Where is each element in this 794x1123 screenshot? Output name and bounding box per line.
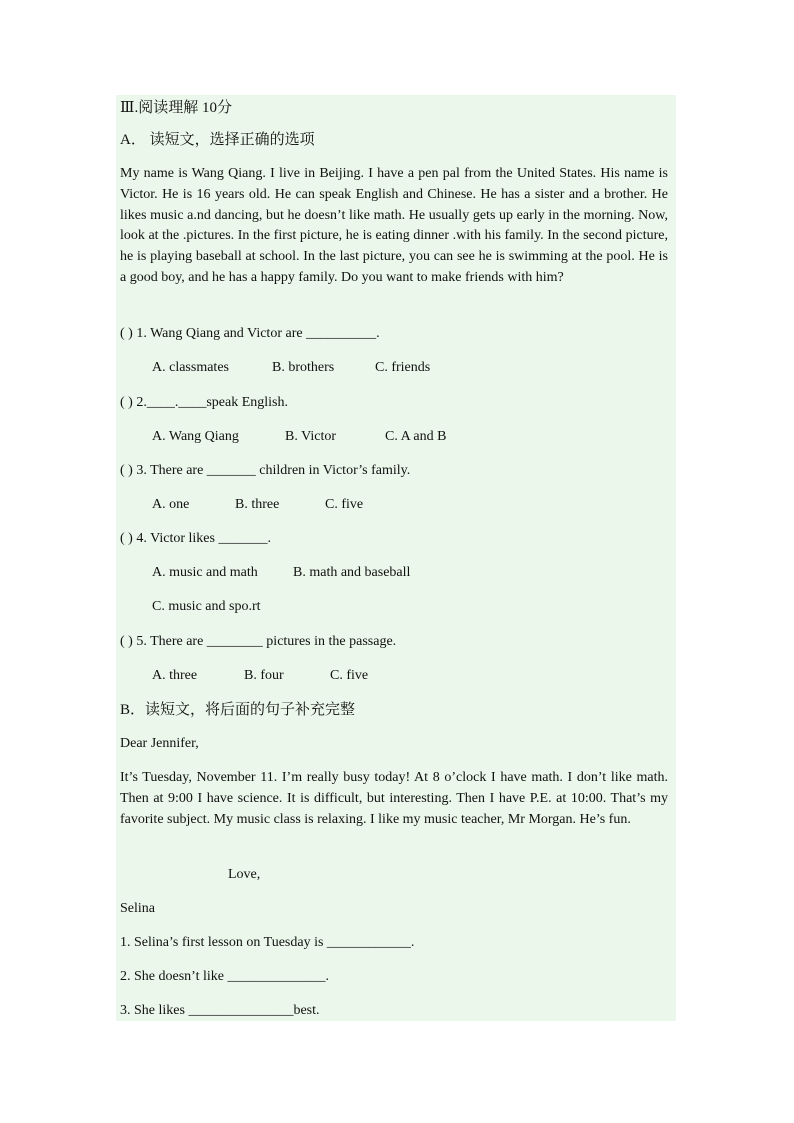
- letter-greeting: Dear Jennifer,: [120, 736, 199, 751]
- question-4-option-b[interactable]: B. math and baseball: [293, 565, 411, 580]
- question-5-option-c[interactable]: C. five: [330, 668, 369, 683]
- question-4-stem: ( ) 4. Victor likes _______.: [120, 531, 271, 546]
- letter-closing: Love,: [228, 867, 261, 882]
- question-3-option-a[interactable]: A. one: [152, 497, 190, 512]
- completion-sentence-1: 1. Selina’s first lesson on Tuesday is ____________.: [120, 935, 415, 950]
- question-1-option-c[interactable]: C. friends: [375, 360, 431, 375]
- completion-sentence-2: 2. She doesn’t like ______________.: [120, 969, 329, 984]
- question-3-option-b[interactable]: B. three: [235, 497, 280, 512]
- question-5-option-a[interactable]: A. three: [152, 668, 198, 683]
- question-5-option-b[interactable]: B. four: [244, 668, 284, 683]
- question-2-stem: ( ) 2.____.____speak English.: [120, 395, 288, 410]
- question-1-option-a[interactable]: A. classmates: [152, 360, 229, 375]
- section-title: Ⅲ.阅读理解 10分: [120, 100, 232, 116]
- question-5-stem: ( ) 5. There are ________ pictures in the passage.: [120, 634, 397, 649]
- letter-signature: Selina: [120, 901, 155, 916]
- question-4-option-a[interactable]: A. music and math: [152, 565, 258, 580]
- part-b-heading: B．读短文，将后面的句子补充完整: [120, 702, 356, 718]
- part-a-passage: My name is Wang Qiang. I live in Beijing. I have a pen pal from the United States. His name is Victor. He is 16 years old. He can speak English and Chinese. He has a sister and a brother. He likes music a.nd dancing, but he doesn’t like math. He usually gets up early in the morning. Now, look at the .pictures. In the first picture, he is eating dinner .with his family. In the second picture, he is playing baseball at school. In the last picture, you can see he is swimming at the pool. He is a good boy, and he has a happy family. Do you want to make friends with him?: [120, 166, 668, 285]
- question-2-option-b[interactable]: B. Victor: [285, 429, 337, 444]
- question-2-option-c[interactable]: C. A and B: [385, 429, 447, 444]
- question-1-option-b[interactable]: B. brothers: [272, 360, 335, 375]
- question-3-stem: ( ) 3. There are _______ children in Victor’s family.: [120, 463, 411, 478]
- letter-body: It’s Tuesday, November 11. I’m really busy today! At 8 o’clock I have math. I don’t like math. Then at 9:00 I have science. It is difficult, but interesting. Then I have P.E. at 10:00. That’s my favorite subject. My music class is relaxing. I like my music teacher, Mr Morgan. He’s fun.: [120, 770, 668, 827]
- completion-sentence-3: 3. She likes _______________best.: [120, 1003, 320, 1018]
- question-2-option-a[interactable]: A. Wang Qiang: [152, 429, 239, 444]
- question-4-option-c[interactable]: C. music and spo.rt: [152, 599, 261, 614]
- question-3-option-c[interactable]: C. five: [325, 497, 364, 512]
- part-a-heading: A． 读短文，选择正确的选项: [120, 132, 315, 148]
- question-1-stem: ( ) 1. Wang Qiang and Victor are __________.: [120, 326, 380, 341]
